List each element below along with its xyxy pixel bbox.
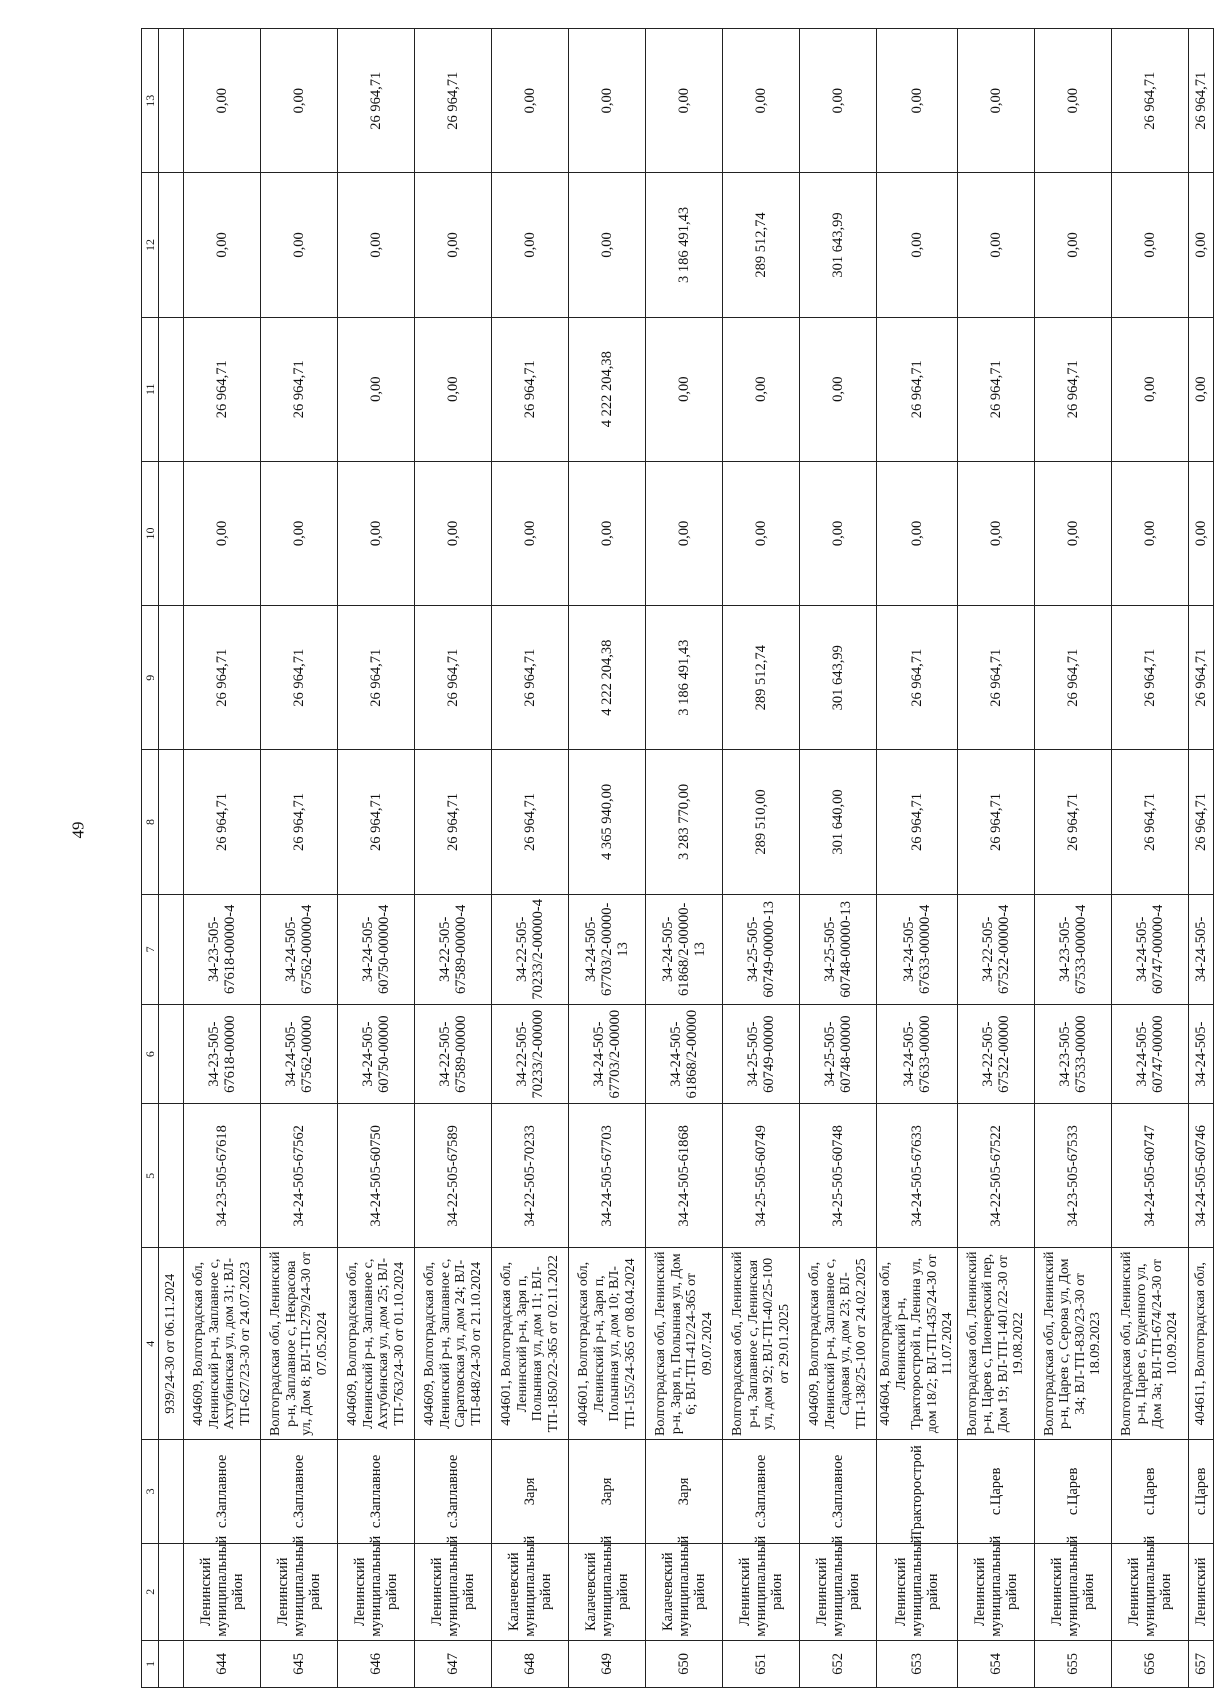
row-number-cell: 651 (723, 1640, 800, 1687)
amount-cell: 26 964,71 (338, 29, 415, 173)
locality-cell: с.Заплавное (338, 1440, 415, 1544)
amount-cell: 4 365 940,00 (569, 750, 646, 894)
locality-cell: Заря (646, 1440, 723, 1544)
amount-cell: 3 186 491,43 (646, 606, 723, 750)
amount-cell: 26 964,71 (1111, 29, 1188, 173)
row-number-cell: 657 (1188, 1640, 1213, 1687)
table-row (800, 29, 877, 1688)
code-cell: 34-24-505- (1188, 894, 1213, 1004)
amount-cell: 3 186 491,43 (646, 173, 723, 317)
code-cell: 34-22-505-67589-00000 (415, 1005, 492, 1104)
district-cell: Ленинский муниципальный район (415, 1543, 492, 1640)
table-row-partial (1188, 29, 1213, 1688)
column-header: 1 (142, 1640, 159, 1687)
code-cell: 34-25-505-60749-00000-13 (723, 894, 800, 1004)
amount-cell: 0,00 (569, 461, 646, 605)
code-cell: 34-24-505-67562-00000-4 (261, 894, 338, 1004)
amount-cell: 26 964,71 (1188, 606, 1213, 750)
column-header: 11 (142, 317, 159, 461)
amount-cell: 0,00 (492, 29, 569, 173)
locality-cell: с.Заплавное (800, 1440, 877, 1544)
code-cell: 34-24-505-60750-00000 (338, 1005, 415, 1104)
amount-cell: 0,00 (415, 173, 492, 317)
code-cell: 34-23-505-67618-00000-4 (184, 894, 261, 1004)
amount-cell: 0,00 (415, 461, 492, 605)
locality-cell: с.Царев (1034, 1440, 1111, 1544)
district-cell: Ленинский муниципальный район (723, 1543, 800, 1640)
code-cell: 34-25-505-60748 (800, 1104, 877, 1248)
amount-cell: 4 222 204,38 (569, 317, 646, 461)
amount-cell: 0,00 (261, 173, 338, 317)
code-cell: 34-24-505-60750 (338, 1104, 415, 1248)
amount-cell: 0,00 (261, 461, 338, 605)
code-cell: 34-25-505-60748-00000 (800, 1005, 877, 1104)
table-row (877, 29, 958, 1688)
locality-cell: с.Царев (957, 1440, 1034, 1544)
table-row (415, 29, 492, 1688)
column-header: 7 (142, 894, 159, 1004)
amount-cell: 4 222 204,38 (569, 606, 646, 750)
district-cell: Ленинский муниципальный район (338, 1543, 415, 1640)
table-row (569, 29, 646, 1688)
amount-cell: 26 964,71 (492, 317, 569, 461)
table-row (723, 29, 800, 1688)
amount-cell: 0,00 (184, 461, 261, 605)
amount-cell: 0,00 (877, 461, 958, 605)
code-cell: 34-24-505-60750-00000-4 (338, 894, 415, 1004)
amount-cell: 0,00 (957, 461, 1034, 605)
amount-cell: 0,00 (261, 29, 338, 173)
row-number-cell: 649 (569, 1640, 646, 1687)
table-row (646, 29, 723, 1688)
code-cell: 34-22-505-67522 (957, 1104, 1034, 1248)
amount-cell: 0,00 (184, 29, 261, 173)
amount-cell: 0,00 (877, 29, 958, 173)
amount-cell: 0,00 (800, 461, 877, 605)
amount-cell: 26 964,71 (261, 750, 338, 894)
district-cell: Ленинский муниципальный район (1111, 1543, 1188, 1640)
amount-cell: 26 964,71 (1188, 750, 1213, 894)
amount-cell: 26 964,71 (415, 29, 492, 173)
code-cell: 34-22-505-67522-00000-4 (957, 894, 1034, 1004)
row-number-cell: 647 (415, 1640, 492, 1687)
column-header: 4 (142, 1248, 159, 1440)
locality-cell: с.Заплавное (415, 1440, 492, 1544)
amount-cell: 0,00 (1034, 461, 1111, 605)
code-cell: 34-25-505-60749-00000 (723, 1005, 800, 1104)
amount-cell: 26 964,71 (184, 750, 261, 894)
locality-cell: Заря (569, 1440, 646, 1544)
column-header: 9 (142, 606, 159, 750)
amount-cell: 0,00 (1188, 317, 1213, 461)
row-number-cell: 650 (646, 1640, 723, 1687)
code-cell: 34-23-505-67618 (184, 1104, 261, 1248)
amount-cell: 0,00 (800, 29, 877, 173)
amount-cell: 289 512,74 (723, 173, 800, 317)
amount-cell: 26 964,71 (1034, 317, 1111, 461)
amount-cell: 0,00 (492, 461, 569, 605)
column-header: 12 (142, 173, 159, 317)
amount-cell: 0,00 (646, 317, 723, 461)
address-cell: 404601, Волгоградская обл, Ленинский р-н, Заря п, Полынная ул, дом 11; ВЛ-ТП-1850/22-365 от 02.11.2022 (492, 1248, 569, 1440)
district-cell: Ленинский муниципальный район (261, 1543, 338, 1640)
amount-cell: 0,00 (569, 29, 646, 173)
code-cell: 34-24-505-67633-00000-4 (877, 894, 958, 1004)
amount-cell: 0,00 (800, 317, 877, 461)
amount-cell: 0,00 (1111, 317, 1188, 461)
code-cell: 34-24-505-60747-00000-4 (1111, 894, 1188, 1004)
row-number-cell: 654 (957, 1640, 1034, 1687)
code-cell: 34-24-505-67703/2-00000-13 (569, 894, 646, 1004)
code-cell: 34-24-505-60747-00000 (1111, 1005, 1188, 1104)
code-cell: 34-22-505-67589 (415, 1104, 492, 1248)
amount-cell: 0,00 (723, 29, 800, 173)
amount-cell: 289 512,74 (723, 606, 800, 750)
code-cell: 34-22-505-70233/2-00000 (492, 1005, 569, 1104)
amount-cell: 26 964,71 (261, 317, 338, 461)
code-cell: 34-22-505-70233 (492, 1104, 569, 1248)
amount-cell: 0,00 (1188, 461, 1213, 605)
code-cell: 34-24-505-67633 (877, 1104, 958, 1248)
registry-table (141, 28, 1214, 1688)
amount-cell: 26 964,71 (415, 606, 492, 750)
code-cell: 34-24-505-67562-00000 (261, 1005, 338, 1104)
continued-row (159, 29, 184, 1688)
amount-cell: 0,00 (723, 461, 800, 605)
amount-cell: 26 964,71 (261, 606, 338, 750)
district-cell: Ленинский муниципальный район (800, 1543, 877, 1640)
amount-cell: 26 964,71 (1111, 606, 1188, 750)
district-cell: Калачевский муниципальный район (646, 1543, 723, 1640)
code-cell: 34-22-505-67589-00000-4 (415, 894, 492, 1004)
row-number-cell: 648 (492, 1640, 569, 1687)
address-cell: 939/24-30 от 06.11.2024 (159, 1248, 184, 1440)
row-number-cell: 652 (800, 1640, 877, 1687)
locality-cell: Тракторострой (877, 1440, 958, 1544)
amount-cell: 0,00 (1111, 173, 1188, 317)
column-number-row (142, 29, 159, 1688)
amount-cell: 26 964,71 (1188, 29, 1213, 173)
amount-cell: 0,00 (646, 461, 723, 605)
district-cell: Калачевский муниципальный район (569, 1543, 646, 1640)
address-cell: 404609, Волгоградская обл, Ленинский р-н, Заплавное с, Садовая ул, дом 23; ВЛ-ТП-138/25-100 от 24.02.2025 (800, 1248, 877, 1440)
amount-cell: 26 964,71 (957, 317, 1034, 461)
amount-cell: 0,00 (957, 29, 1034, 173)
amount-cell: 0,00 (646, 29, 723, 173)
amount-cell: 0,00 (492, 173, 569, 317)
table-row (1034, 29, 1111, 1688)
amount-cell: 26 964,71 (1034, 750, 1111, 894)
code-cell: 34-23-505-67533 (1034, 1104, 1111, 1248)
row-number-cell: 655 (1034, 1640, 1111, 1687)
amount-cell: 0,00 (184, 173, 261, 317)
row-number-cell: 656 (1111, 1640, 1188, 1687)
amount-cell: 26 964,71 (338, 606, 415, 750)
row-number-cell: 644 (184, 1640, 261, 1687)
code-cell: 34-22-505-67522-00000 (957, 1005, 1034, 1104)
column-header: 13 (142, 29, 159, 173)
amount-cell: 26 964,71 (184, 606, 261, 750)
amount-cell: 26 964,71 (415, 750, 492, 894)
amount-cell: 26 964,71 (877, 606, 958, 750)
locality-cell: с.Царев (1188, 1440, 1213, 1544)
amount-cell: 26 964,71 (877, 317, 958, 461)
row-number-cell: 646 (338, 1640, 415, 1687)
column-header: 10 (142, 461, 159, 605)
address-cell: Волгоградская обл, Ленинский р-н, Царев с, Буденного ул, Дом 3а; ВЛ-ТП-674/24-30 от 10.09.2024 (1111, 1248, 1188, 1440)
code-cell: 34-23-505-67618-00000 (184, 1005, 261, 1104)
amount-cell: 0,00 (1111, 461, 1188, 605)
address-cell: 404609, Волгоградская обл, Ленинский р-н, Заплавное с, Ахтубинская ул, дом 31; ВЛ-ТП-627/23-30 от 24.07.2023 (184, 1248, 261, 1440)
amount-cell: 0,00 (957, 173, 1034, 317)
code-cell: 34-25-505-60748-00000-13 (800, 894, 877, 1004)
amount-cell: 26 964,71 (492, 750, 569, 894)
district-cell: Ленинский муниципальный район (1034, 1543, 1111, 1640)
address-cell: 404601, Волгоградская обл, Ленинский р-н, Заря п, Полынная ул, дом 10; ВЛ-ТП-155/24-365 от 08.04.2024 (569, 1248, 646, 1440)
table-row (338, 29, 415, 1688)
table-row (957, 29, 1034, 1688)
amount-cell: 289 510,00 (723, 750, 800, 894)
column-header: 6 (142, 1005, 159, 1104)
amount-cell: 0,00 (338, 461, 415, 605)
locality-cell: с.Заплавное (723, 1440, 800, 1544)
district-cell: Ленинский муниципальный район (877, 1543, 958, 1640)
amount-cell: 301 643,99 (800, 606, 877, 750)
amount-cell: 0,00 (569, 173, 646, 317)
code-cell: 34-24-505-60747 (1111, 1104, 1188, 1248)
column-header: 2 (142, 1543, 159, 1640)
amount-cell: 26 964,71 (957, 606, 1034, 750)
amount-cell: 301 643,99 (800, 173, 877, 317)
table-row (492, 29, 569, 1688)
code-cell: 34-24-505-61868/2-00000-13 (646, 894, 723, 1004)
amount-cell: 26 964,71 (338, 750, 415, 894)
table-row (1111, 29, 1188, 1688)
locality-cell: с.Заплавное (261, 1440, 338, 1544)
row-number-cell: 653 (877, 1640, 958, 1687)
amount-cell: 0,00 (338, 173, 415, 317)
code-cell: 34-24-505-67703 (569, 1104, 646, 1248)
address-cell: Волгоградская обл, Ленинский р-н, Заря п, Полынная ул, Дом 6; ВЛ-ТП-412/24-365 от 09.07.2024 (646, 1248, 723, 1440)
page-number: 49 (68, 821, 88, 839)
district-cell: Ленинский муниципальный район (184, 1543, 261, 1640)
code-cell: 34-24-505-67703/2-00000 (569, 1005, 646, 1104)
code-cell: 34-24-505-60746 (1188, 1104, 1213, 1248)
amount-cell: 0,00 (1034, 173, 1111, 317)
amount-cell: 0,00 (415, 317, 492, 461)
column-header: 8 (142, 750, 159, 894)
district-cell: Ленинский муниципальный район (957, 1543, 1034, 1640)
code-cell: 34-24-505-61868 (646, 1104, 723, 1248)
amount-cell: 26 964,71 (184, 317, 261, 461)
table-row (261, 29, 338, 1688)
amount-cell: 301 640,00 (800, 750, 877, 894)
code-cell: 34-24-505-67633-00000 (877, 1005, 958, 1104)
amount-cell: 26 964,71 (957, 750, 1034, 894)
row-number-cell: 645 (261, 1640, 338, 1687)
amount-cell: 26 964,71 (877, 750, 958, 894)
address-cell: 404611, Волгоградская обл, (1188, 1248, 1213, 1440)
locality-cell: с.Царев (1111, 1440, 1188, 1544)
address-cell: Волгоградская обл, Ленинский р-н, Заплавное с, Некрасова ул, Дом 8; ВЛ-ТП-279/24-30 от 07.05.2024 (261, 1248, 338, 1440)
amount-cell: 0,00 (338, 317, 415, 461)
amount-cell: 3 283 770,00 (646, 750, 723, 894)
address-cell: 404609, Волгоградская обл, Ленинский р-н, Заплавное с, Саратовская ул, дом 24; ВЛ-ТП-848/24-30 от 21.10.2024 (415, 1248, 492, 1440)
code-cell: 34-22-505-70233/2-00000-4 (492, 894, 569, 1004)
amount-cell: 26 964,71 (492, 606, 569, 750)
code-cell: 34-24-505-67562 (261, 1104, 338, 1248)
table-row (184, 29, 261, 1688)
column-header: 5 (142, 1104, 159, 1248)
amount-cell: 26 964,71 (1111, 750, 1188, 894)
code-cell: 34-23-505-67533-00000-4 (1034, 894, 1111, 1004)
amount-cell: 0,00 (723, 317, 800, 461)
column-header: 3 (142, 1440, 159, 1544)
code-cell: 34-24-505- (1188, 1005, 1213, 1104)
address-cell: Волгоградская обл, Ленинский р-н, Царев с, Серова ул, Дом 34; ВЛ-ТП-830/23-30 от 18.09.2023 (1034, 1248, 1111, 1440)
amount-cell: 0,00 (1034, 29, 1111, 173)
address-cell: Волгоградская обл, Ленинский р-н, Заплавное с, Ленинская ул, дом 92; ВЛ-ТП-40/25-100 от 29.01.2025 (723, 1248, 800, 1440)
address-cell: 404609, Волгоградская обл, Ленинский р-н, Заплавное с, Ахтубинская ул, дом 25; ВЛ-ТП-763/24-30 от 01.10.2024 (338, 1248, 415, 1440)
code-cell: 34-23-505-67533-00000 (1034, 1005, 1111, 1104)
amount-cell: 0,00 (877, 173, 958, 317)
code-cell: 34-25-505-60749 (723, 1104, 800, 1248)
amount-cell: 0,00 (1188, 173, 1213, 317)
locality-cell: Заря (492, 1440, 569, 1544)
district-cell: Калачевский муниципальный район (492, 1543, 569, 1640)
district-cell: Ленинский (1188, 1543, 1213, 1640)
code-cell: 34-24-505-61868/2-00000 (646, 1005, 723, 1104)
address-cell: Волгоградская обл, Ленинский р-н, Царев с, Пионерский пер, Дом 19; ВЛ-ТП-1401/22-30 от 19.08.2022 (957, 1248, 1034, 1440)
address-cell: 404604, Волгоградская обл, Ленинский р-н, Тракторострой п, Ленина ул, дом 18/2; ВЛ-ТП-435/24-30 от 11.07.2024 (877, 1248, 958, 1440)
rotated-table-container (141, 28, 1209, 1688)
amount-cell: 26 964,71 (1034, 606, 1111, 750)
locality-cell: с.Заплавное (184, 1440, 261, 1544)
